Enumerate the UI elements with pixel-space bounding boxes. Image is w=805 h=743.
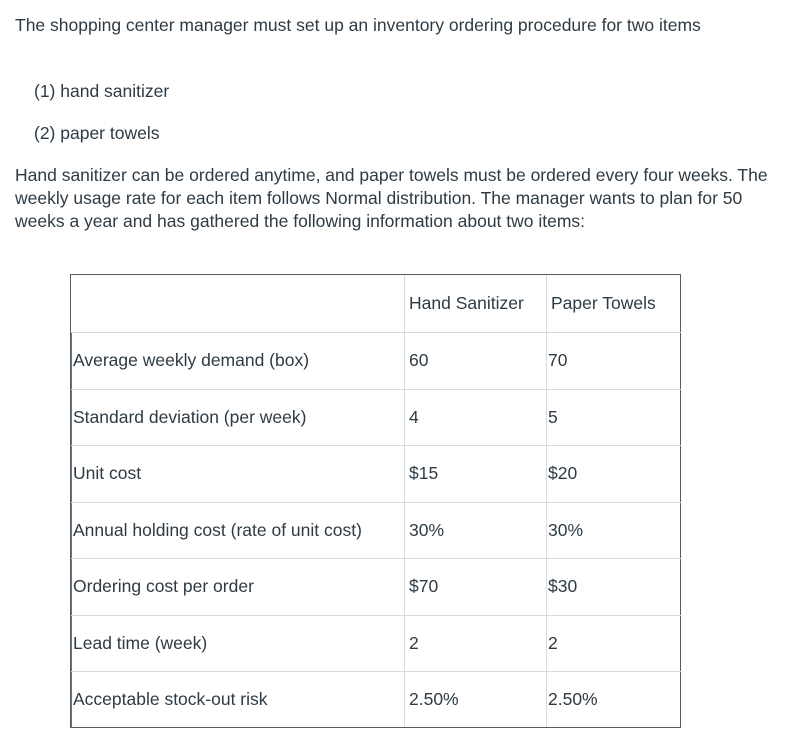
row-label: Acceptable stock-out risk — [72, 672, 405, 727]
row-label: Annual holding cost (rate of unit cost) — [72, 502, 405, 559]
row-label: Lead time (week) — [72, 615, 405, 672]
hand-sanitizer-value: 2.50% — [405, 672, 547, 727]
row-label: Unit cost — [72, 446, 405, 503]
paper-towels-value: $30 — [547, 559, 681, 616]
table-row — [72, 559, 681, 616]
paper-towels-value: $20 — [547, 446, 681, 503]
hand-sanitizer-value: 4 — [405, 389, 547, 446]
item-paper-towels: (2) paper towels — [34, 123, 160, 143]
header-empty — [72, 275, 405, 333]
table-row — [72, 502, 681, 559]
hand-sanitizer-value: $15 — [405, 446, 547, 503]
table-row — [72, 446, 681, 503]
table-row — [72, 615, 681, 672]
row-label: Average weekly demand (box) — [72, 333, 405, 390]
paper-towels-value: 70 — [547, 333, 681, 390]
hand-sanitizer-value: $70 — [405, 559, 547, 616]
problem-intro: The shopping center manager must set up an inventory ordering procedure for two items — [15, 15, 701, 35]
table-row — [72, 389, 681, 446]
paper-towels-value: 30% — [547, 502, 681, 559]
problem-description: Hand sanitizer can be ordered anytime, and paper towels must be ordered every four weeks. The weekly usage rate for each item follows Normal distribution. The manager wants to plan for 50 weeks a year and has gathered the following information about two items: — [15, 165, 768, 231]
table-header-row — [72, 275, 681, 333]
hand-sanitizer-value: 2 — [405, 615, 547, 672]
paper-towels-value: 5 — [547, 389, 681, 446]
header-hand-sanitizer: Hand Sanitizer — [405, 275, 547, 333]
header-paper-towels: Paper Towels — [547, 275, 681, 333]
item-hand-sanitizer: (1) hand sanitizer — [34, 81, 170, 101]
row-label: Standard deviation (per week) — [72, 389, 405, 446]
hand-sanitizer-value: 60 — [405, 333, 547, 390]
hand-sanitizer-value: 30% — [405, 502, 547, 559]
paper-towels-value: 2.50% — [547, 672, 681, 727]
table-row — [72, 333, 681, 390]
inventory-table — [70, 274, 681, 728]
table-row — [72, 672, 681, 727]
paper-towels-value: 2 — [547, 615, 681, 672]
row-label: Ordering cost per order — [72, 559, 405, 616]
